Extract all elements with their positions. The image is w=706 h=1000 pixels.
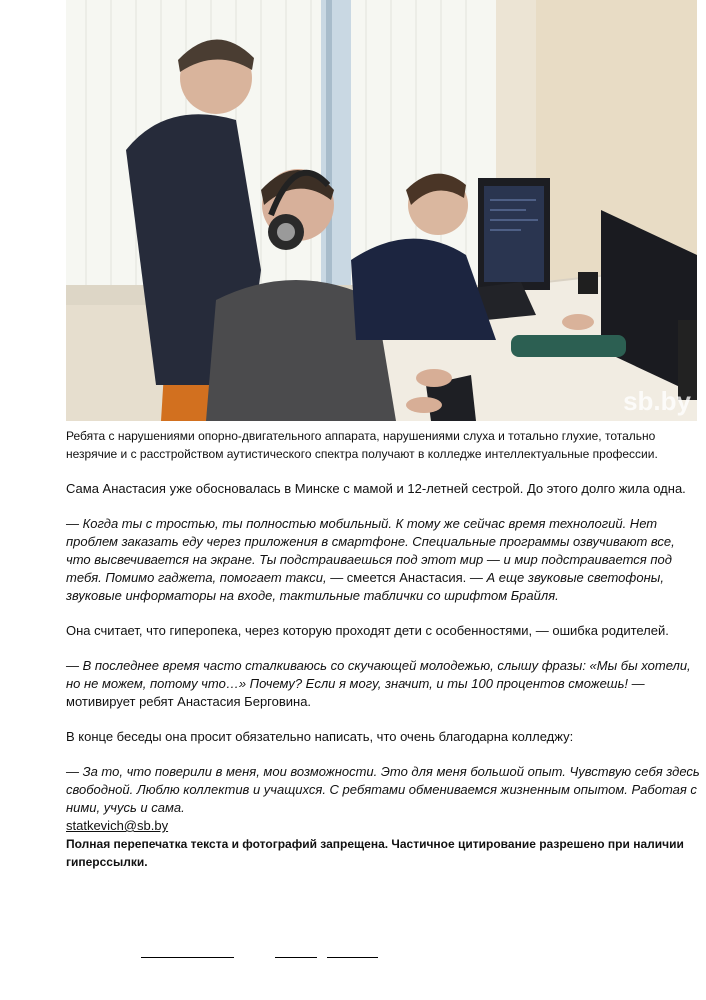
paragraph-3: Она считает, что гиперопека, через которую проходят дети с особенностями, — ошибка родителей. xyxy=(66,623,669,638)
footer-divider xyxy=(275,957,317,958)
paragraph-2 xyxy=(66,515,700,605)
photo-illustration xyxy=(66,0,697,421)
copyright-notice: Полная перепечатка текста и фотографий запрещена. Частичное цитирование разрешено при наличии гиперссылки. xyxy=(66,837,684,869)
paragraph-6: — За то, что поверили в меня, мои возможности. Это для меня большой опыт. Чувствую себя здесь свободной. Люблю коллектив и учащихся. С ребятами обмениваемся жизненным опытом. Работая с ними, учусь и сама. xyxy=(66,764,700,815)
article-photo xyxy=(66,0,697,421)
photo-watermark: sb.by xyxy=(623,386,691,416)
footer-divider xyxy=(327,957,378,958)
attribution-text: — смеется Анастасия. — xyxy=(326,570,487,585)
footer-divider xyxy=(141,957,234,958)
author-email-link[interactable]: statkevich@sb.by xyxy=(66,818,169,833)
quote-text: — В последнее время часто сталкиваюсь со скучающей молодежью, слышу фразы: «Мы бы хотели, но не можем, потому что…» Почему? Если я могу, значит, и ты 100 процентов сможешь! xyxy=(66,658,691,691)
paragraph-5: В конце беседы она просит обязательно написать, что очень благодарна колледжу: xyxy=(66,729,574,744)
attribution-text: — мотивирует ребят Анастасия Берговина. xyxy=(66,676,645,709)
paragraph-1: Сама Анастасия уже обосновалась в Минске с мамой и 12-летней сестрой. До этого долго жила одна. xyxy=(66,481,686,496)
quote-text: — Когда ты с тростью, ты полностью мобильный. К тому же сейчас время технологий. Нет проблем заказать еду через приложения в смартфоне. Специальные программы озвучивают все, что высвечивается на экране. Ты подстраиваешься под этот мир — и мир подстраивается под тебя. Помимо гаджета, помогает такси, xyxy=(66,516,675,585)
photo-caption: Ребята с нарушениями опорно-двигательного аппарата, нарушениями слуха и тотально глухие, тотально незрячие и с расстройством аутистического спектра получают в колледже интеллектуальные профессии. xyxy=(66,429,658,461)
article-body xyxy=(66,480,700,834)
paragraph-4 xyxy=(66,657,700,711)
quote-text-continued: А еще звуковые светофоны, звуковые информаторы на входе, тактильные таблички со шрифтом Брайля. xyxy=(66,570,664,603)
